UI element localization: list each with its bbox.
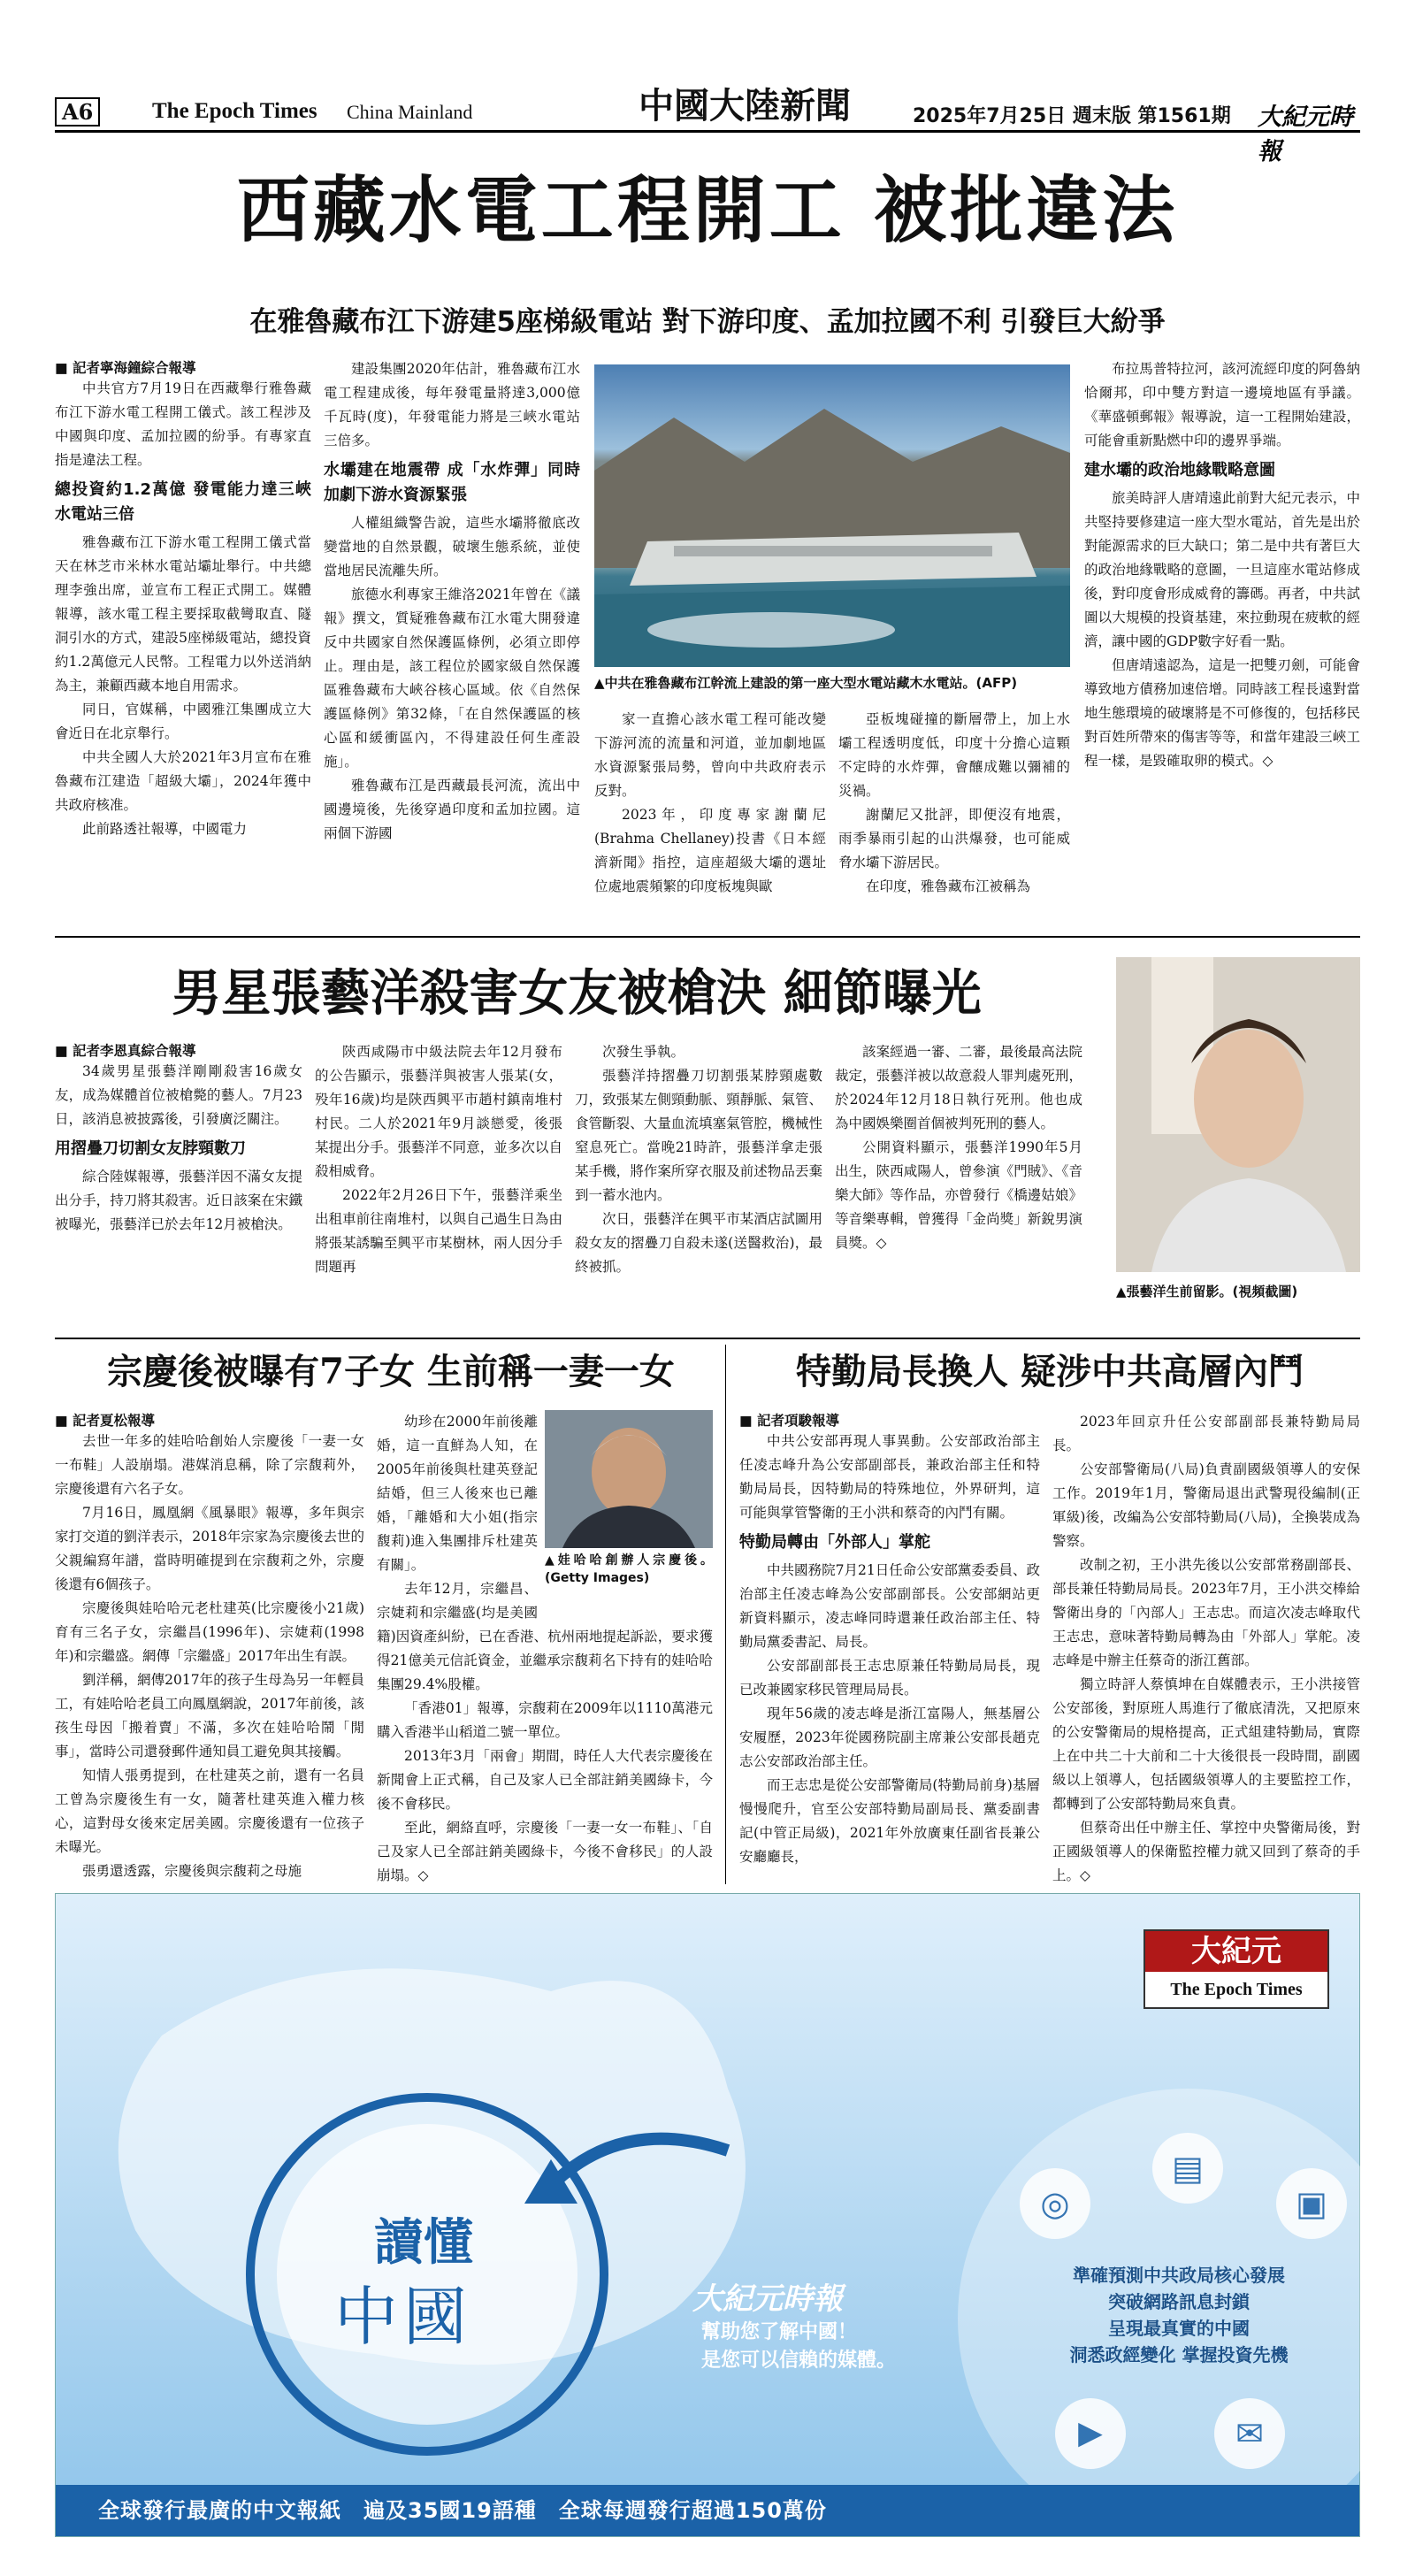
paragraph: 知情人張勇提到，在杜建英之前，還有一名員工曾為宗慶後生有一女，隨著杜建英進入權力核心，這對母女後來定居美國。宗慶後還有一位孩子未曝光。 [55, 1767, 364, 1855]
paragraph: 張藝洋持摺疊刀切割張某脖頸處數刀，致張某左側頸動脈、頸靜脈、氣管、食管斷裂、大量血流填塞氣管腔，機械性窒息死亡。當晚21時許，張藝洋拿走張某手機，將作案所穿衣服及前述物品丟棄到一蓄水池内。 [575, 1068, 822, 1203]
ad-features [1020, 2262, 1338, 2368]
paragraph: 中共全國人大於2021年3月宣布在雅魯藏布江建造「超級大壩」，2024年獲中共政府核准。 [55, 749, 311, 813]
portrait-illustration [1116, 957, 1360, 1272]
paragraph: 現年56歲的凌志峰是浙江富陽人，無基層公安履歷，2023年從國務院副主席兼公安部長趙克志公安部政治部主任。 [739, 1706, 1040, 1769]
a1-subhead-2: 水壩建在地震帶 成「水炸彈」同時加劇下游水資源緊張 [324, 461, 580, 504]
paragraph: 人權組織警告說，這些水壩將徹底改變當地的自然景觀，破壞生態系統，並使當地居民流離失所。 [324, 515, 580, 579]
ad-slogan [701, 2319, 896, 2375]
a2-col2 [315, 1040, 562, 1332]
a1-byline: ■ 記者寧海鐘綜合報導 [55, 360, 196, 376]
paragraph: 旅德水利專家王維洛2021年曾在《議報》撰文，質疑雅魯藏布江水電大開發違反中共國家自然保護區條例，必須立即停止。理由是，該工程位於國家級自然保護區雅魯藏布大峽谷核心區域。依《自然保護區條例》第32條，「在自然保護區的核心區和緩衝區內，不得建設任何生產設施」。 [324, 586, 580, 770]
paragraph: 次日，張藝洋在興平市某酒店試圖用殺女友的摺疊刀自殺未遂(送醫救治)，最終被抓。 [575, 1211, 822, 1275]
laptop-icon: ▣ [1276, 2168, 1347, 2239]
paragraph: 2023年，印度專家謝蘭尼(Brahma Chellaney)投書《日本經濟新聞》指控，這座超級大壩的選址位處地震頻繁的印度板塊與歐 [594, 807, 826, 894]
paragraph: 而王志忠是從公安部警衛局(特勤局前身)基層慢慢爬升，官至公安部特勤局副局長、黨委副書記(中管正局級)，2021年外放廣東任副省長兼公安廳廳長， [739, 1777, 1040, 1865]
column-divider [725, 1345, 726, 1884]
section-name: China Mainland [347, 101, 473, 123]
paragraph: 建設集團2020年估計，雅魯藏布江水電工程建成後，每年發電量將達3,000億千瓦時(度)，年發電能力將是三峽水電站三倍多。 [324, 361, 580, 448]
founder-photo [545, 1410, 713, 1548]
paragraph: 中共國務院7月21日任命公安部黨委委員、政治部主任凌志峰為公安部副部長。公安部網站更新資料顯示，凌志峰同時還兼任政治部主任、特勤局黨委書記、局長。 [739, 1562, 1040, 1650]
paragraph: 亞板塊碰撞的斷層帶上，加上水壩工程透明度低，印度十分擔心這顆不定時的水炸彈，會釀成難以彌補的災禍。 [838, 711, 1070, 799]
camera-icon: ◎ [1020, 2168, 1090, 2239]
paragraph: 2022年2月26日下午，張藝洋乘坐出租車前往南堆村，以與自己過生日為由將張某誘騙至興平市某樹林，兩人因分手問題再 [315, 1187, 562, 1275]
paper-name: The Epoch Times [152, 99, 317, 123]
paragraph: 中共官方7月19日在西藏舉行雅魯藏布江下游水電工程開工儀式。該工程涉及中國與印度、孟加拉國的紛爭。有專家直指是違法工程。 [55, 380, 311, 468]
paragraph: 但蔡奇出任中辦主任、掌控中央警衛局後，對正國級領導人的保衛監控權力就又回到了蔡奇的手上。◇ [1052, 1820, 1360, 1883]
paragraph: 布拉馬普特拉河，該河流經印度的阿魯納恰爾邦，印中雙方對這一邊境地區有爭議。《華盛頓郵報》報導說，這一工程開始建設，可能會重新點燃中印的邊界爭端。 [1084, 361, 1360, 448]
ad-logo-cn: 大紀元 [1145, 1931, 1327, 1972]
a2-col1 [55, 1040, 302, 1332]
a4-col2 [1052, 1410, 1360, 1884]
ad-bottom-bar: 全球發行最廣的中文報紙 遍及35國19語種 全球每週發行超過150萬份 [56, 2485, 1359, 2536]
a3-col1 [55, 1410, 364, 1884]
paragraph: 去年12月，宗繼昌、宗婕莉和宗繼盛(均是美國籍)因資產糾紛，已在香港、杭州兩地提起訴訟，要求獲得21億美元信託資金，並繼承宗馥莉名下持有的娃哈哈集團29.4%股權。 [377, 1581, 713, 1692]
video-icon: ▶ [1055, 2398, 1126, 2469]
a1-col2 [324, 357, 580, 924]
paragraph: 同日，官媒稱，中國雅江集團成立大會近日在北京舉行。 [55, 702, 311, 741]
a1-col4 [838, 708, 1070, 924]
category-title: 中國大陸新聞 [630, 78, 860, 128]
paragraph: 34歲男星張藝洋剛剛殺害16歲女友，成為媒體首位被槍斃的藝人。7月23日，該消息被披露後，引發廣泛關注。 [55, 1063, 302, 1127]
a1-col5 [1084, 357, 1360, 924]
newspaper-icon: ▤ [1152, 2133, 1223, 2204]
ad-slogan-1: 幫助您了解中國！ [701, 2321, 858, 2343]
a3-photo-caption: ▲娃哈哈創辦人宗慶後。(Getty Images) [545, 1553, 713, 1585]
paragraph: 綜合陸媒報導，張藝洋因不滿女友提出分手，持刀將其殺害。近日該案在宋鐵被曝光，張藝洋已於去年12月被槍決。 [55, 1169, 302, 1232]
paragraph: 2013年3月「兩會」期間，時任人大代表宗慶後在新聞會上正式稱，自己及家人已全部註銷美國綠卡，今後不會移民。 [377, 1748, 713, 1812]
dam-illustration [594, 364, 1070, 667]
paragraph: 宗慶後與娃哈哈元老杜建英(比宗慶後小21歲)育有三名子女，宗繼昌(1996年)、宗婕莉(1998年)和宗繼盛。網傳「宗繼盛」2017年出生有誤。 [55, 1600, 364, 1664]
paragraph: 張勇還透露，宗慶後與宗馥莉之母施 [82, 1863, 302, 1879]
a2-subhead: 用摺疊刀切割女友脖頸數刀 [55, 1139, 246, 1158]
envelope-icon: ✉ [1214, 2398, 1285, 2469]
ad-feature-3: 呈現最真實的中國 [1108, 2318, 1250, 2339]
a2-photo-caption: ▲張藝洋生前留影。(視頻截圖) [1116, 1284, 1298, 1300]
actor-photo [1116, 957, 1360, 1272]
a1-subhead-3: 建水壩的政治地緣戰略意圖 [1084, 461, 1275, 479]
paragraph: 7月16日，鳳凰網《風暴眼》報導，多年與宗家打交道的劉洋表示，2018年宗家為宗慶後去世的父親編寫年譜，當時明確提到在宗馥莉之外，宗慶後還有6個孩子。 [55, 1505, 364, 1592]
advertisement[interactable] [55, 1893, 1360, 2537]
a3-byline: ■ 記者夏松報導 [55, 1413, 156, 1429]
a1-col3 [594, 708, 826, 924]
paragraph: 該案經過一審、二審，最後最高法院裁定，張藝洋被以故意殺人罪判處死刑，於2024年12月18日執行死刑。他也成為中國娛樂圈首個被判死刑的藝人。 [835, 1044, 1082, 1131]
paragraph: 公開資料顯示，張藝洋1990年5月出生，陝西咸陽人，曾參演《門賊》、《音樂大師》等作品，亦曾發行《橋邊姑娘》等音樂專輯，曾獲得「金尚獎」新銳男演員獎。◇ [835, 1139, 1082, 1251]
paragraph: 幼珍在2000年前後離婚，這一直鮮為人知，在2005年前後與杜建英登記結婚，但三人後來也已離婚，「離婚和大小姐(指宗馥莉)進入集團排斥杜建英有關」。 [377, 1414, 538, 1573]
a1-subhead: 在雅魯藏布江下游建5座梯級電站 對下游印度、孟加拉國不利 引發巨大紛爭 [249, 306, 1166, 338]
divider [55, 1338, 1360, 1339]
founder-illustration [545, 1410, 713, 1548]
ad-brand: 大紀元時報 [692, 2281, 843, 2317]
paragraph: 劉洋稱，網傳2017年的孩子生母為另一年輕員工，有娃哈哈老員工向鳳凰網說，2017年前後，該孩生母因「搬着賣」不滿，多次在娃哈哈鬧「閒事」，當時公司還發郵件通知員工避免與其接觸。 [55, 1672, 364, 1760]
paragraph: 此前路透社報導，中國電力 [82, 821, 248, 837]
paragraph: 雅魯藏布江是西藏最長河流，流出中國邊境後，先後穿過印度和孟加拉國。這兩個下游國 [324, 778, 580, 841]
ad-feature-1: 準確預測中共政局核心發展 [1073, 2265, 1285, 2286]
a1-headline: 西藏水電工程開工 被批違法 [236, 168, 1179, 253]
paragraph: 在印度，雅魯藏布江被稱為 [866, 878, 1031, 894]
paragraph: 雅魯藏布江下游水電工程開工儀式當天在林芝市米林水電站壩址舉行。中共總理李強出席，並宣布工程正式開工。媒體報導，該水電工程主要採取截彎取直、隧洞引水的方式，建設5座梯級電站，總投資約1.2萬億元人民幣。工程電力以外送消納為主，兼顧西藏本地自用需求。 [55, 534, 311, 694]
paragraph: 獨立時評人蔡慎坤在自媒體表示，王小洪接管公安部後，對原班人馬進行了徹底清洗，又把原來的公安警衛局的規格提高，正式組建特勤局，實際上在中共二十大前和二十大後很長一段時間，副國級以上領導人，包括國級領導人的主要監控工作，都轉到了公安部特勤局來負責。 [1052, 1676, 1360, 1812]
issue-date: 2025年7月25日 週末版 第1561期 [913, 105, 1231, 127]
ad-slogan-2: 是您可以信賴的媒體。 [701, 2350, 897, 2372]
a1-col1 [55, 357, 311, 924]
a4-byline: ■ 記者項駿報導 [739, 1413, 840, 1429]
a4-headline: 特勤局長換人 疑涉中共高層內鬥 [796, 1351, 1304, 1392]
a3-headline: 宗慶後被曝有7子女 生前稱一妻一女 [107, 1351, 675, 1392]
paragraph: 去世一年多的娃哈哈創始人宗慶後「一妻一女一布鞋」人設崩塌。港媒消息稱，除了宗馥莉外，宗慶後還有六名子女。 [55, 1433, 364, 1497]
ad-big-2: 中國 [334, 2280, 473, 2354]
paragraph: 陝西咸陽市中級法院去年12月發布的公告顯示，張藝洋與被害人張某(女，殁年16歲)均是陝西興平市趙村鎮南堆村村民。二人於2021年9月談戀愛，後張某提出分手。張藝洋不同意，並多次以自殺相威脅。 [315, 1044, 562, 1179]
a1-photo-caption: ▲中共在雅魯藏布江幹流上建設的第一座大型水電站藏木水電站。(AFP) [594, 675, 1018, 691]
paragraph: 次發生爭執。 [602, 1044, 685, 1060]
ad-feature-2: 突破網路訊息封鎖 [1108, 2291, 1250, 2312]
masthead [55, 85, 1360, 165]
ad-logo-en: The Epoch Times [1170, 1980, 1303, 1999]
a3-photo-block [545, 1410, 713, 1614]
a2-col3 [575, 1040, 822, 1332]
a4-subhead: 特勤局轉由「外部人」掌舵 [739, 1533, 930, 1552]
divider [55, 936, 1360, 938]
a2-col4 [835, 1040, 1082, 1332]
paragraph: 2023年回京升任公安部副部長兼特勤局局長。 [1052, 1414, 1360, 1453]
a3-col2 [377, 1410, 713, 1884]
masthead-logo: 大紀元時報 [1258, 104, 1353, 165]
a2-headline: 男星張藝洋殺害女友被槍決 細節曝光 [172, 964, 982, 1023]
paragraph: 中共公安部再現人事異動。公安部政治部主任凌志峰升為公安部副部長，兼政治部主任和特勤局局長，因特勤局的特殊地位，外界研判，這可能與掌管警衛的王小洪和蔡奇的內鬥有關。 [739, 1433, 1040, 1521]
paragraph: 謝蘭尼又批評，即便沒有地震，雨季暴雨引起的山洪爆發，也可能威脅水壩下游居民。 [838, 807, 1070, 870]
paragraph: 公安部副部長王志忠原兼任特勤局局長，現已改兼國家移民管理局局長。 [739, 1658, 1040, 1698]
paragraph: 旅美時評人唐靖遠此前對大紀元表示，中共堅持要修建這一座大型水電站，首先是出於對能源需求的巨大缺口；第二是中共有著巨大的政治地緣戰略的意圖，一旦這座水電站修成後，對印度會形成威脅的籌碼。再者，中共試圖以大規模的投資基建，來拉動現在疲軟的經濟，讓中國的GDP數字好看一點。 [1084, 490, 1360, 649]
a1-subhead-1: 總投資約1.2萬億 發電能力達三峽水電站三倍 [55, 480, 311, 524]
ad-logo [1143, 1929, 1329, 2009]
paragraph: 公安部警衛局(八局)負責副國級領導人的安保工作。2019年1月，警衛局退出武警現役編制(正軍級)後，改編為公安部特勤局(八局)，全換裝成為警察。 [1052, 1461, 1360, 1549]
ad-big-1: 讀懂 [374, 2213, 473, 2272]
paragraph: 「香港01」報導，宗馥莉在2009年以1110萬港元購入香港半山稻道二號一單位。 [377, 1700, 713, 1740]
paragraph: 但唐靖遠認為，這是一把雙刃劍，可能會導致地方債務加速倍增。同時該工程長遠對當地生態環境的破壞將是不可修復的，包括移民對百姓所帶來的傷害等等，和當年建設三峽工程一樣，是毀確取卵的模式。◇ [1084, 657, 1360, 769]
a4-col1 [739, 1410, 1040, 1884]
paragraph: 改制之初，王小洪先後以公安部常務副部長、部長兼任特勤局局長。2023年7月，王小洪交棒給警衛出身的「內部人」王志忠。而這次凌志峰取代王志忠，意味著特勤局轉為由「外部人」掌舵。凌志峰是中辦主任蔡奇的浙江舊部。 [1052, 1557, 1360, 1668]
page-number: A6 [55, 99, 100, 125]
paragraph: 至此，網絡直呼，宗慶後「一妻一女一布鞋」、「自己及家人已全部註銷美國綠卡，今後不會移民」的人設崩塌。◇ [377, 1820, 713, 1883]
dam-photo [594, 364, 1070, 667]
ad-feature-4: 洞悉政經變化 掌握投資先機 [1069, 2344, 1289, 2365]
a2-byline: ■ 記者李恩真綜合報導 [55, 1043, 196, 1059]
paragraph: 家一直擔心該水電工程可能改變下游河流的流量和河道，並加劇地區水資源緊張局勢，曾向中共政府表示反對。 [594, 711, 826, 799]
